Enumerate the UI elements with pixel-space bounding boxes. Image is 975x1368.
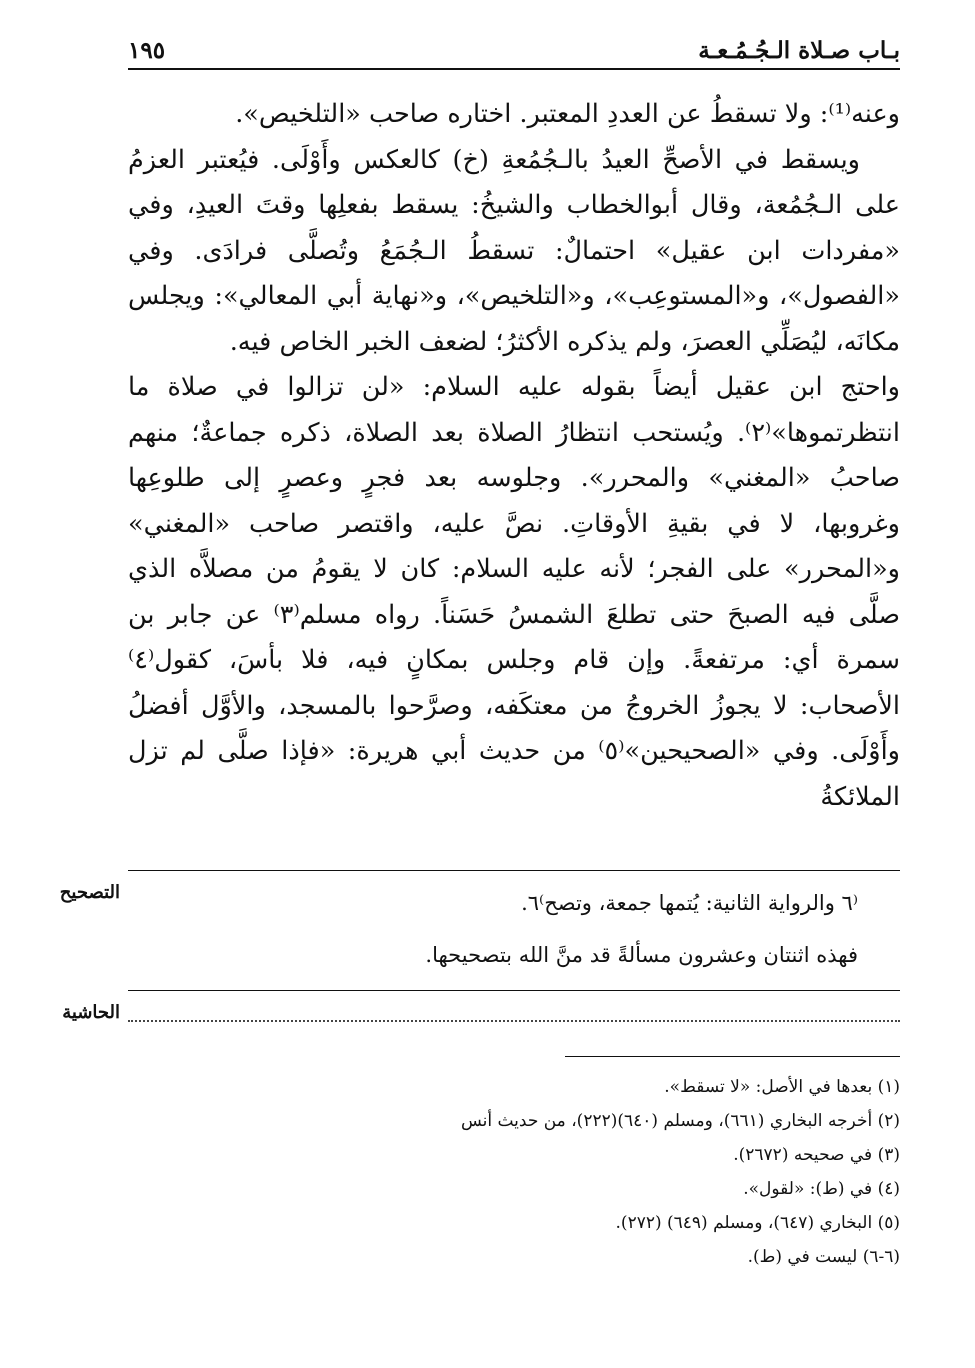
footnote-4: (٤) في (ط): «لقول».: [743, 1179, 900, 1199]
hashiya-label: الحاشية: [62, 1002, 120, 1023]
chapter-title: بـاب صـلاة الـجُـمُـعـة: [698, 37, 900, 64]
paragraph-3: واحتج ابن عقيل أيضاً بقوله عليه السلام: «لن تزالوا في صلاة ما انتظرتموها»⁽٢⁾. ويُستحب انتظارُ الصلاة بعد الصلاة، ذكره جماعةٌ؛ منهم صاحبُ «المغني» والمحرر». وجلوسه بعد فجرٍ وعصرٍ إلى طلوعِها وغروبها، لا في بقيةِ الأوقاتِ. نصَّ عليه، واقتصر صاحب «المغني» و«المحرر» على الفجر؛ لأنه عليه السلام: كان لا يقومُ من مصلاَّه الذي صلَّى فيه الصبحَ حتى تطلعَ الشمسُ حَسَناً. رواه مسلم⁽٣⁾ عن جابر بن سمرة أي: مرتفعةً. وإن قام وجلس بمكانٍ فيه، فلا بأسَ، كقول⁽٤⁾ الأصحاب: لا يجوزُ الخروجُ من معتكَفه، وصرَّحوا بالمسجد، والأوَّل أفضلُ وأَوْلَى. وفي «الصحيحين»⁽٥⁾ من حديث أبي هريرة: «فإذا صلَّى لم تزل الملائكةُ: [128, 372, 901, 812]
tashih-line-1: ⁽٦ والرواية الثانية: يُتمها جمعة، وتصح⁾٦.: [521, 891, 858, 915]
hashiya-divider: [128, 990, 900, 991]
main-text: [128, 92, 900, 820]
hashiya-dotted-line: [128, 1020, 900, 1022]
tashih-label: التصحيح: [59, 882, 120, 903]
page-number: ١٩٥: [128, 37, 166, 64]
paragraph-2: ويسقط في الأصحِّ العيدُ بالـجُمُعةِ (خ) كالعكس وأَوْلَى. فيُعتبر العزمُ على الـجُمُعة، وقال أبوالخطاب والشيخُ: يسقط بفعلِها وقتَ العيدِ، وفي «مفردات ابن عقيل» احتمالٌ: تسقطُ الـجُمَعُ وتُصلَّى فرادَى. وفي «الفصول»، و«المستوعِب»، و«التلخيص»، و«نهاية أبي المعالي»: ويجلس مكانَه، ليُصَلِّي العصرَ، ولم يذكره الأكثرُ؛ لضعف الخبر الخاص فيه.: [128, 144, 900, 357]
tashih-line-2: فهذه اثنتان وعشرون مسألةً قد منَّ الله بتصحيحها.: [425, 943, 858, 967]
footnote-1: (١) بعدها في الأصل: «لا تسقط».: [664, 1077, 900, 1097]
tashih-divider: [128, 870, 900, 871]
paragraph-1: وعنه⁽¹⁾: ولا تسقطُ عن العددِ المعتبر. اختاره صاحب «التلخيص».: [235, 99, 900, 129]
footnote-separator: [565, 1056, 900, 1057]
page-header: [128, 28, 900, 70]
footnote-5: (٥) البخاري (٦٤٧)، ومسلم (٦٤٩) (٢٧٢).: [615, 1213, 900, 1233]
footnote-2: (٢) أخرجه البخاري (٦٦١)، ومسلم (٦٤٠)(٢٢٢)، من حديث أنس: [460, 1111, 900, 1131]
footnote-3: (٣) في صحيحه (٢٦٧٢).: [733, 1145, 900, 1165]
footnote-6: (٦-٦) ليست في (ط).: [747, 1247, 900, 1267]
footnotes: [128, 1070, 900, 1274]
